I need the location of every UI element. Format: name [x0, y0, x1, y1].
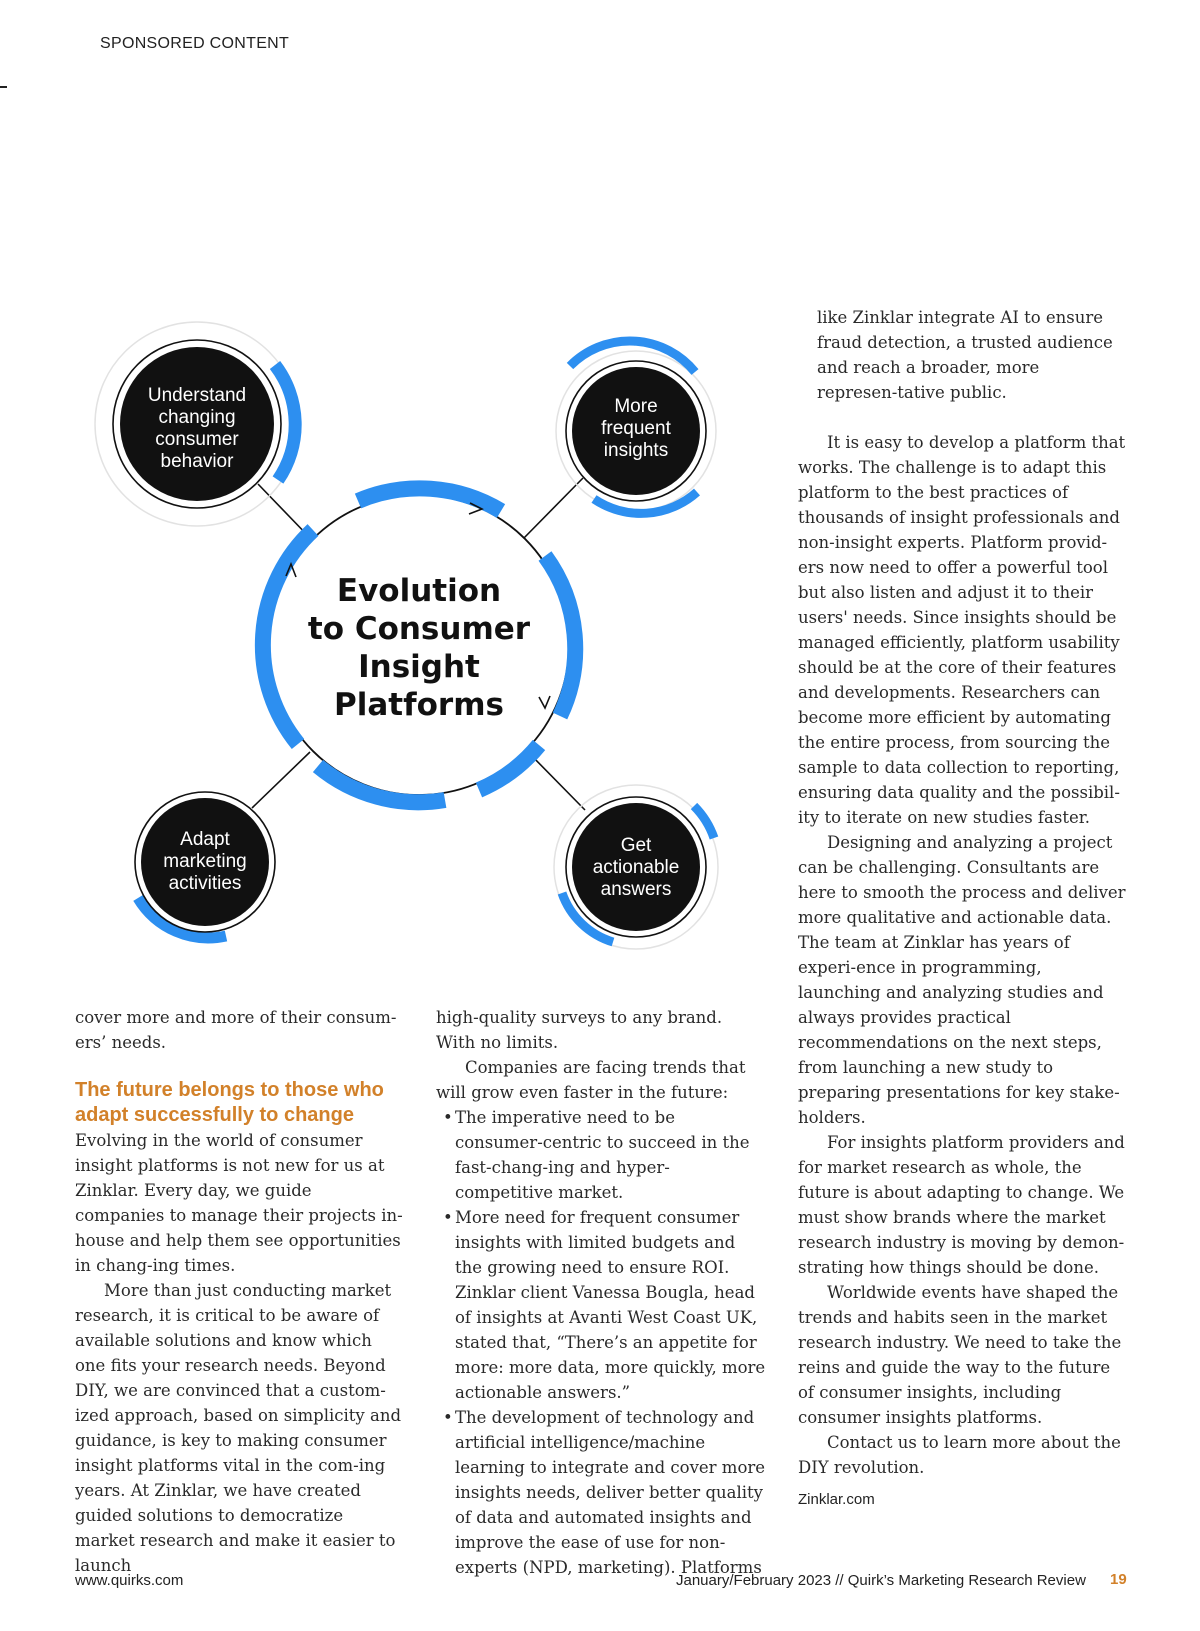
section-heading: The future belongs to those who adapt successfully to change: [75, 1079, 384, 1126]
list-item: • The imperative need to be consumer-centric to succeed in the fast-chang-ing and hyper-competitive market.: [436, 1105, 766, 1205]
center-title-line: to Consumer: [307, 611, 531, 647]
paragraph: Evolving in the world of consumer insight platforms is not new for us at Zinklar. Every day, we guide companies to manage their projects in-house and help them see opportunities in chang-ing times.: [75, 1131, 403, 1275]
paragraph: like Zinklar integrate AI to ensure fraud detection, a trusted audience and reach a broader, more represen-tative public.: [817, 308, 1113, 402]
node-text-line: consumer: [155, 429, 239, 450]
paragraph: high-quality surveys to any brand. With no limits.: [436, 1008, 723, 1052]
node-frequent-insights: [556, 341, 716, 513]
connector-line: [522, 478, 583, 540]
paragraph: Worldwide events have shaped the trends and habits seen in the market research industry. We need to take the reins and guide the way to the future of consumer insights, including consumer insights platforms.: [798, 1283, 1122, 1427]
evolution-diagram: [0, 300, 760, 960]
paragraph: Companies are facing trends that will grow even faster in the future:: [436, 1058, 746, 1102]
node-text-line: actionable: [592, 857, 680, 878]
trend-list: [436, 1105, 766, 1580]
node-adapt-marketing: [135, 792, 275, 938]
page-number: 19: [1110, 1571, 1127, 1588]
list-item: • The development of technology and artificial intelligence/machine learning to integrate and cover more insights needs, deliver better quality of data and automated insights and improve the ease of use for non-experts (NPD, marketing). Platforms: [436, 1405, 766, 1580]
connector-line: [528, 752, 585, 810]
paragraph: cover more and more of their consum-ers’ needs.: [75, 1008, 397, 1052]
node-text-line: answers: [600, 879, 672, 900]
paragraph: More than just conducting market research, it is critical to be aware of available solutions and know which one fits your research needs. Beyond DIY, we are convinced that a custom-ized approach, based on simplicity and guidance, is key to making consumer insight platforms vital in the com-ing years. At Zinklar, we have created guided solutions to democratize market research and make it easier to launch: [75, 1281, 402, 1575]
paragraph: Designing and analyzing a project can be challenging. Consultants are here to smooth the process and deliver more qualitative and actionable data. The team at Zinklar has years of experi-ence in programming, launching and analyzing studies and always provides practical recommendations on the next steps, from launching a new study to preparing presentations for key stake-holders.: [798, 833, 1126, 1127]
article-column-1: [75, 1005, 405, 1578]
node-text-line: Get: [620, 835, 652, 856]
sponsored-label: SPONSORED CONTENT: [100, 35, 290, 52]
center-title-line: Evolution: [336, 573, 502, 609]
center-circle: [263, 488, 575, 802]
paragraph: For insights platform providers and for market research as whole, the future is about adapting to change. We must show brands where the market research industry is moving by demon-strating how things should be done.: [798, 1133, 1125, 1277]
connector-line: [252, 752, 310, 808]
node-text-line: behavior: [160, 451, 234, 472]
crop-mark: [0, 86, 7, 88]
node-text-line: insights: [603, 440, 669, 461]
article-column-3-top: [817, 305, 1117, 405]
paragraph: It is easy to develop a platform that works. The challenge is to adapt this platform to the best practices of thousands of insight professionals and non-insight experts. Platform provid-ers now need to offer a powerful tool but also listen and adjust it to their users' needs. Since insights should be managed efficiently, platform usability should be at the core of their features and developments. Researchers can become more efficient by automating the entire process, from sourcing the sample to data collection to reporting, ensuring data quality and the possibil-ity to iterate on new studies faster.: [798, 433, 1126, 827]
paragraph: Contact us to learn more about the DIY revolution.: [798, 1433, 1121, 1477]
center-title-line: Platforms: [334, 687, 504, 723]
node-text-line: More: [614, 396, 658, 417]
node-text-line: marketing: [163, 851, 247, 872]
footer-issue-info: January/February 2023 // Quirk’s Marketing Research Review: [676, 1572, 1086, 1589]
list-item: • More need for frequent consumer insights with limited budgets and the growing need to ensure ROI. Zinklar client Vanessa Bougla, head of insights at Avanti West Coast UK, stated that, “There’s an appetite for more: more data, more quickly, more actionable answers.”: [436, 1205, 766, 1405]
center-title-line: Insight: [358, 649, 480, 685]
node-text-line: activities: [168, 873, 242, 894]
company-website-link[interactable]: Zinklar.com: [798, 1491, 875, 1508]
node-text-line: frequent: [601, 418, 671, 439]
node-actionable-answers: [554, 785, 718, 949]
article-column-2: [436, 1005, 766, 1580]
node-text-line: Adapt: [180, 829, 230, 850]
node-text-line: changing: [158, 407, 236, 428]
footer-website-link[interactable]: www.quirks.com: [75, 1572, 184, 1589]
node-text-line: Understand: [147, 385, 247, 406]
article-column-3: [798, 430, 1128, 1480]
